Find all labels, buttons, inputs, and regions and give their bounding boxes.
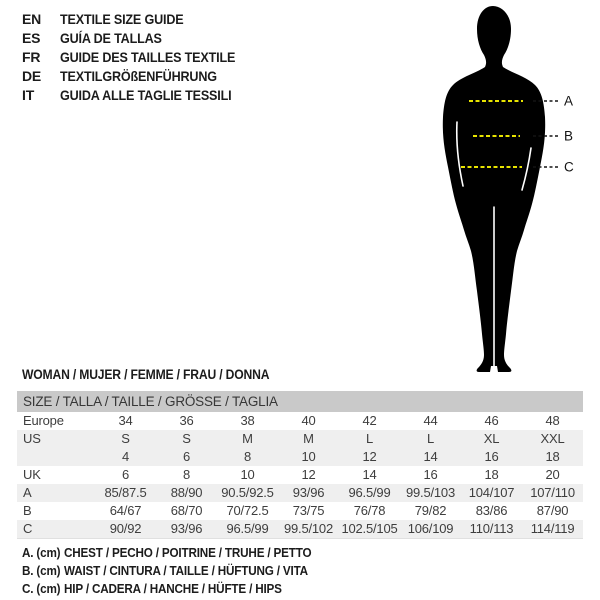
size-cell: 88/90 [170,485,203,500]
size-cell: 93/96 [292,485,325,500]
row-label: UK [23,467,41,482]
size-cell: 6 [121,467,130,482]
size-cell: 96.5/99 [348,485,391,500]
size-cell: 12 [362,449,377,464]
legend-row-waist [22,562,311,580]
legend-label: B. (cm) [22,563,61,578]
size-cell: 34 [118,413,133,428]
legend-row-chest [22,544,311,562]
language-code: DE [22,68,42,84]
size-cell: 12 [301,467,316,482]
table-row-us [17,430,583,448]
size-cell: 114/119 [530,521,575,536]
size-cell: 68/70 [170,503,203,518]
language-row-es [22,29,255,48]
woman-silhouette-svg [415,0,600,385]
table-row-europe [17,412,583,430]
size-cell: 44 [423,413,438,428]
size-cell: 8 [243,449,252,464]
size-cell: 36 [179,413,194,428]
legend-row-hip [22,580,311,598]
language-row-de [22,67,255,86]
language-title: GUÍA DE TALLAS [60,30,162,46]
language-title: GUIDE DES TAILLES TEXTILE [60,49,236,65]
size-cell: 42 [362,413,377,428]
legend-text: HIP / CADERA / HANCHE / HÜFTE / HIPS [64,581,282,596]
size-cell: 20 [545,467,560,482]
language-row-fr [22,48,255,67]
size-cell: 102.5/105 [341,521,398,536]
table-row-chest [17,484,583,502]
size-cell: 96.5/99 [226,521,269,536]
size-table-header: SIZE / TALLA / TAILLE / GRÖSSE / TAGLIA [17,391,583,412]
row-label: B [23,503,32,518]
legend-label: A. (cm) [22,545,61,560]
language-code: EN [22,11,42,27]
size-cell: XXL [540,431,565,446]
size-cell: 76/78 [353,503,386,518]
size-cell: 106/109 [407,521,454,536]
size-table [17,391,583,539]
size-cell: 38 [240,413,255,428]
size-cell: 64/67 [109,503,142,518]
figure-measurement-diagram [415,0,600,385]
marker-letter-c: C [564,159,574,175]
size-cell: S [182,431,191,446]
language-title: TEXTILGRÖßENFÜHRUNG [60,68,217,84]
size-cell: 6 [182,449,191,464]
row-label: Europe [23,413,64,428]
size-cell: 93/96 [170,521,203,536]
size-cell: 90/92 [109,521,142,536]
marker-letter-a: A [564,93,573,109]
size-cell: 107/110 [530,485,575,500]
row-label [17,448,95,466]
size-cell: L [365,431,374,446]
table-row-uk [17,466,583,484]
language-guide-block [22,10,255,105]
table-row-hip [17,520,583,539]
size-cell: 99.5/102 [283,521,333,536]
size-cell: 79/82 [414,503,447,518]
measure-legend [22,544,344,598]
legend-text: CHEST / PECHO / POITRINE / TRUHE / PETTO [64,545,312,560]
language-title: TEXTILE SIZE GUIDE [60,11,184,27]
row-label: C [23,521,33,536]
row-label: A [23,485,32,500]
size-cell: 18 [545,449,560,464]
table-row-us-numeric [17,448,583,466]
size-cell: M [242,431,253,446]
size-cell: 14 [362,467,377,482]
size-cell: 48 [545,413,560,428]
table-row-waist [17,502,583,520]
size-cell: L [426,431,435,446]
marker-letter-b: B [564,128,573,144]
language-code: FR [22,49,41,65]
size-cell: 10 [240,467,255,482]
language-code: ES [22,30,41,46]
legend-label: C. (cm) [22,581,61,596]
size-cell: M [303,431,314,446]
size-cell: XL [483,431,500,446]
size-cell: 18 [484,467,499,482]
size-cell: 90.5/92.5 [221,485,274,500]
size-cell: 87/90 [536,503,569,518]
language-title: GUIDA ALLE TAGLIE TESSILI [60,87,232,103]
size-cell: 46 [484,413,499,428]
legend-text: WAIST / CINTURA / TAILLE / HÜFTUNG / VITA [64,563,308,578]
language-row-en [22,10,255,29]
size-cell: 16 [484,449,499,464]
size-table-header-row [17,391,583,412]
size-cell: 104/107 [468,485,515,500]
size-cell: 16 [423,467,438,482]
size-cell: 110/113 [469,521,514,536]
size-cell: 8 [182,467,191,482]
size-cell: 40 [301,413,316,428]
size-cell: 99.5/103 [405,485,455,500]
size-cell: 73/75 [292,503,325,518]
size-cell: 4 [121,449,130,464]
section-title: WOMAN / MUJER / FEMME / FRAU / DONNA [22,367,270,382]
size-cell: 85/87.5 [104,485,147,500]
size-cell: 14 [423,449,438,464]
language-code: IT [22,87,35,103]
language-row-it [22,86,255,105]
row-label: US [23,431,41,446]
size-cell: 83/86 [475,503,508,518]
size-cell: S [121,431,130,446]
size-cell: 10 [301,449,316,464]
size-cell: 70/72.5 [226,503,269,518]
